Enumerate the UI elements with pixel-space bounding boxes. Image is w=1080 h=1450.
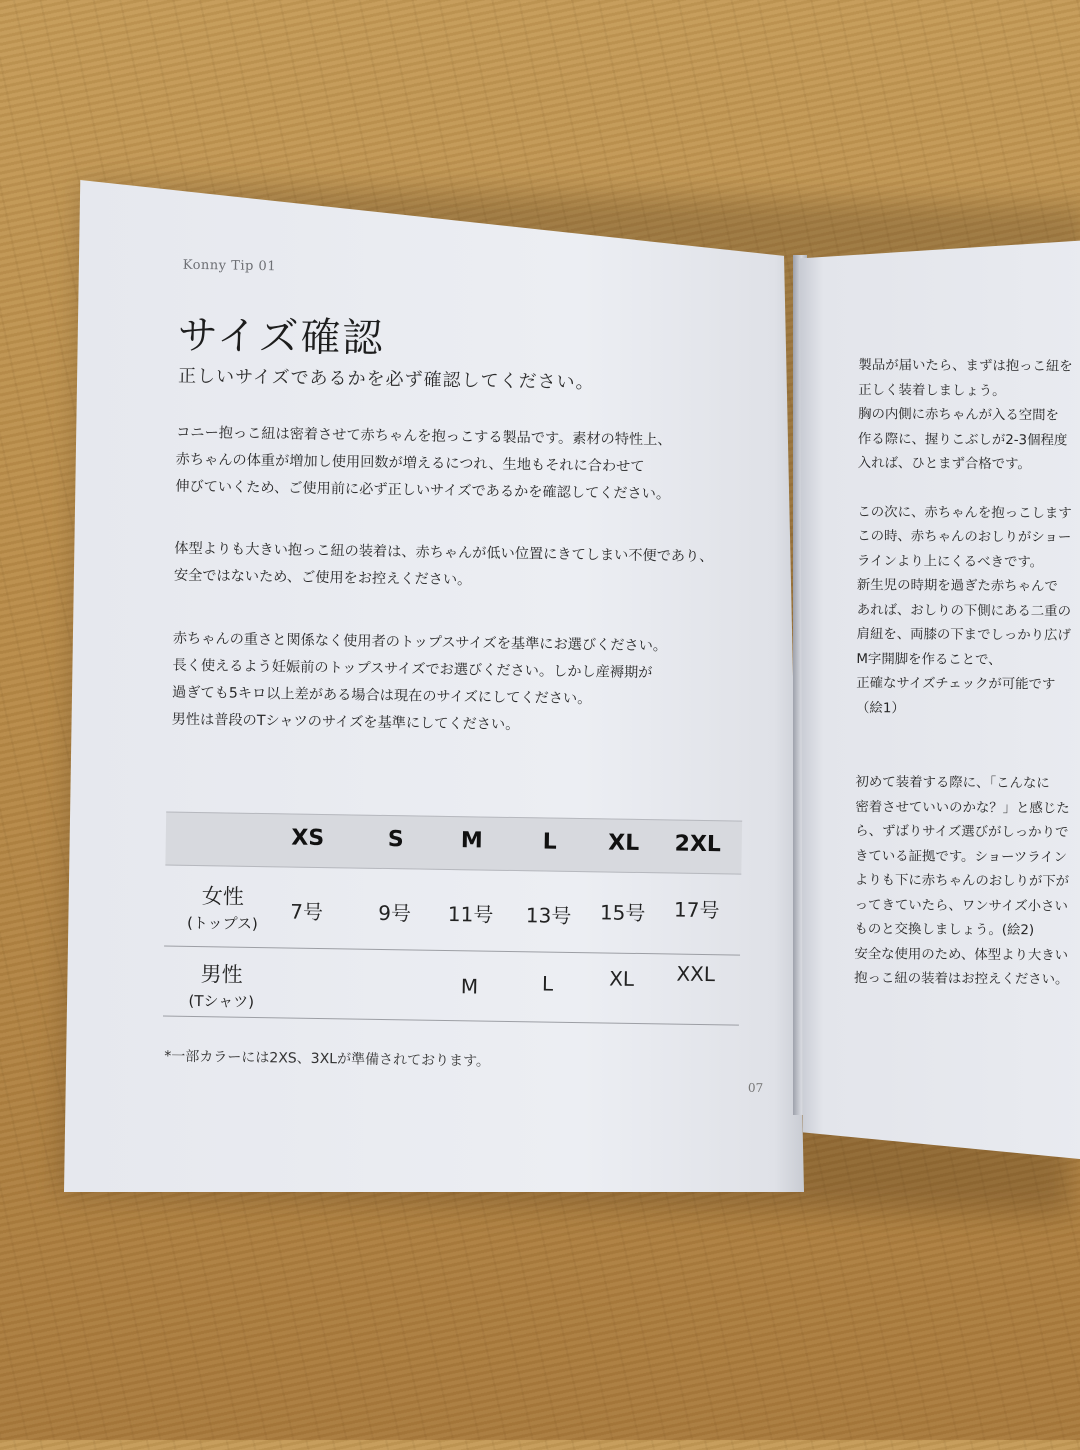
right-text-line: 抱っこ紐の装着はお控えください。 (854, 971, 1069, 988)
right-text-line: 新生児の時期を過ぎた赤ちゃんで (856, 578, 1058, 595)
right-text-line: ものと交換しましょう。(絵2) (854, 922, 1035, 939)
paragraph-line: 男性は普段のTシャツのサイズを基準にしてください。 (171, 711, 520, 734)
women-size-xl: 15号 (599, 900, 646, 926)
size-header-2xl: 2XL (674, 831, 722, 858)
women-size-l: 13号 (525, 903, 572, 928)
size-header-xs: XS (291, 825, 325, 852)
row-label-men-main: 男性 (200, 962, 243, 987)
page-header-label: Konny Tip 01 (182, 257, 277, 275)
row-label-men (171, 958, 272, 1013)
right-text-line: 作る際に、握りこぶしが2-3個程度 (857, 431, 1068, 448)
women-size-m: 11号 (447, 901, 494, 927)
women-size-2xl: 17号 (673, 897, 720, 923)
paragraph-line: 赤ちゃんの体重が増加し使用回数が増えるにつれ、生地もそれに合わせて (175, 451, 645, 476)
right-text-line: 入れば、ひとまず合格です。 (857, 456, 1031, 473)
row-label-women (172, 880, 273, 935)
right-text-line: 正しく装着しましょう。 (858, 382, 1006, 399)
right-text-line: 安全な使用のため、体型より大きい (854, 946, 1069, 964)
right-page-content (854, 354, 1080, 1016)
row-label-women-sub: (トップス) (186, 913, 258, 934)
right-text-line: この次に、赤ちゃんを抱っこします (857, 504, 1072, 522)
table-row-divider (164, 946, 740, 956)
right-text-line: 製品が届いたら、まずは抱っこ紐を (858, 358, 1073, 375)
right-text-line: （絵1） (856, 700, 905, 716)
right-text-line: ら、ずばりサイズ選びがしっかりで (855, 824, 1069, 841)
size-header-s: S (387, 827, 404, 853)
right-text-line: 胸の内側に赤ちゃんが入る空間を (858, 407, 1060, 424)
right-text-line: M字開脚を作ることで、 (856, 651, 1002, 668)
men-size-s (356, 973, 432, 974)
size-header-l: L (542, 829, 557, 855)
paragraph-gap (856, 721, 1080, 773)
size-header-m: M (460, 828, 483, 854)
right-text-line: ラインより上にくるべきです。 (857, 553, 1044, 570)
women-size-xs: 7号 (290, 899, 324, 925)
right-text-line: よりも下に赤ちゃんのおしりが下が (854, 873, 1070, 890)
page-number: 07 (747, 1080, 764, 1095)
right-text-line: 肩紐を、両膝の下までしっかり広げ (856, 627, 1071, 644)
paragraph-line: 伸びていくため、ご使用前に必ず正しいサイズであるかを確認してください。 (175, 478, 671, 503)
paragraph-line: 安全ではないため、ご使用をお控えください。 (173, 567, 472, 589)
right-text-line: 正確なサイズチェックが可能です (856, 676, 1056, 693)
page-subtitle: 正しいサイズであるかを必ず確認してください。 (177, 365, 595, 394)
paragraph-line: 長く使えるよう妊娠前のトップスサイズでお選びください。しかし産褥期が (172, 657, 653, 682)
right-text-line: きている証拠です。ショーツライン (854, 848, 1068, 866)
paragraph-line: 過ぎても5キロ以上差がある場合は現在のサイズにしてください。 (171, 684, 592, 708)
paragraph-line: 赤ちゃんの重さと関係なく使用者のトップスサイズを基準にお選びください。 (172, 630, 668, 655)
men-size-xxl: XXL (676, 961, 716, 987)
men-size-l: L (541, 971, 554, 996)
size-footnote: *一部カラーには2XS、3XLが準備されております。 (164, 1048, 491, 1070)
right-text-line: あれば、おしりの下側にある二重の (856, 602, 1072, 620)
right-text-line: 密着させていいのかな？」と感じた (855, 799, 1070, 817)
paragraph-material (175, 420, 756, 510)
size-table (163, 796, 743, 1035)
men-size-xl: XL (609, 966, 635, 991)
paragraph-line: 体型よりも大きい抱っこ紐の装着は、赤ちゃんが低い位置にきてしまい不便であり、 (174, 540, 714, 566)
right-text-line: この時、赤ちゃんのおしりがショー (857, 529, 1072, 546)
size-header-xl: XL (608, 830, 640, 856)
women-size-s: 9号 (378, 900, 412, 926)
paragraph-line: コニー抱っこ紐は密着させて赤ちゃんを抱っこする製品です。素材の特性上、 (176, 424, 672, 449)
row-label-women-main: 女性 (201, 884, 245, 909)
paragraph-gap (858, 477, 1080, 503)
right-text-line: 初めて装着する際に、「こんなに (855, 775, 1050, 792)
row-label-men-sub: (Tシャツ) (188, 991, 255, 1011)
page-title: サイズ確認 (177, 312, 385, 362)
right-text-line: ってきていたら、ワンサイズ小さい (854, 897, 1068, 915)
men-size-xs (268, 971, 344, 972)
table-bottom-divider (163, 1016, 739, 1026)
paragraph-selection (171, 626, 753, 743)
men-size-m: M (460, 974, 479, 999)
paragraph-safety (174, 536, 755, 599)
